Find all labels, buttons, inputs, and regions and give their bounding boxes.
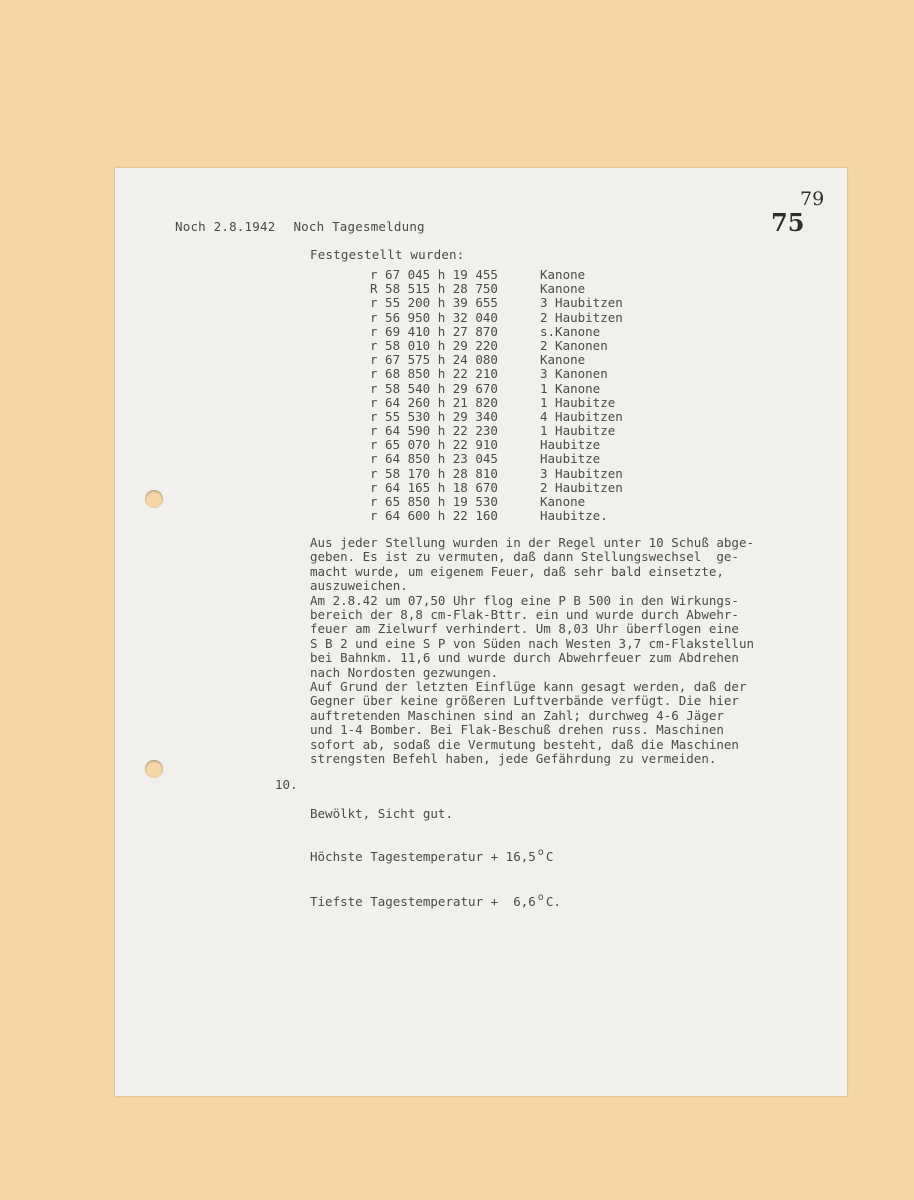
paragraph-line: macht wurde, um eigenem Feuer, daß sehr bald einsetzte, [310,563,724,579]
position-weapon: s.Kanone [540,323,601,339]
min-temp-line [310,892,561,911]
section-number: 10. [275,777,298,792]
paragraph-line: nach Nordosten gezwungen. [310,664,499,680]
paragraph-line: geben. Es ist zu vermuten, daß dann Stellungswechsel ge- [310,549,739,565]
position-coordinates: r 65 850 h 19 530 [370,494,498,509]
paragraph-line: sofort ab, sodaß die Vermutung besteht, daß die Maschinen [310,736,739,752]
header-date: Noch 2.8.1942 [175,219,276,234]
position-coordinates: r 67 045 h 19 455 [370,267,498,282]
max-temp-label: Höchste Tagestemperatur + 16,5 [310,849,536,865]
position-weapon: Haubitze. [540,508,608,524]
paragraph-line: Aus jeder Stellung wurden in der Regel unter 10 Schuß abge- [310,535,755,550]
min-temp-unit: C. [545,894,561,910]
paragraph-line: bereich der 8,8 cm-Flak-Bttr. ein und wurde durch Abwehr- [310,607,739,623]
position-weapon: 1 Haubitze [540,423,616,439]
paragraph-line: S B 2 und eine S P von Süden nach Westen 3,7 cm-Flakstellun [310,635,755,651]
paragraph-line: und 1-4 Bomber. Bei Flak-Beschuß drehen russ. Maschinen [310,722,724,738]
position-coordinates: r 64 590 h 22 230 [370,423,498,439]
position-coordinates: r 65 070 h 22 910 [370,437,498,453]
position-row [370,481,670,495]
position-coordinates: r 64 600 h 22 160 [370,508,498,524]
header-subject: Noch Tagesmeldung [293,219,425,234]
position-weapon: Kanone [540,281,586,297]
position-row [370,396,670,410]
position-coordinates: r 58 010 h 29 220 [370,337,498,353]
position-coordinates: r 68 850 h 22 210 [370,366,498,382]
position-weapon: 2 Kanonen [540,337,608,353]
position-row [370,339,670,353]
paragraph-line: Auf Grund der letzten Einflüge kann gesagt werden, daß der [310,679,747,695]
position-coordinates: r 67 575 h 24 080 [370,352,498,368]
position-weapon: Kanone [540,494,586,509]
position-coordinates: r 64 260 h 21 820 [370,394,498,410]
paragraph-line: feuer am Zielwurf verhindert. Um 8,03 Uhr überflogen eine [310,621,739,637]
position-weapon: Haubitze [540,437,601,453]
position-coordinates: r 64 165 h 18 670 [370,479,498,495]
position-weapon: Kanone [540,267,586,282]
document-page [115,168,847,1096]
paragraph-line: Gegner über keine größeren Luftverbände verfügt. Die hier [310,693,739,709]
position-weapon: 2 Haubitzen [540,479,623,495]
position-coordinates: r 58 170 h 28 810 [370,465,498,481]
weather-line: Bewölkt, Sicht gut. [310,805,453,821]
punch-hole-bottom [145,760,163,778]
position-coordinates: r 55 200 h 39 655 [370,295,498,311]
position-row [370,296,670,310]
degree-symbol: o [537,892,544,904]
position-weapon: Kanone [540,352,586,368]
position-row [370,367,670,381]
report-paragraphs [310,536,830,767]
position-coordinates: r 56 950 h 32 040 [370,309,498,325]
max-temp-unit: C [545,849,554,865]
position-coordinates: r 58 540 h 29 670 [370,380,498,396]
position-row [370,311,670,325]
page-number-main: 75 [771,208,805,237]
position-row [370,325,670,339]
position-weapon: 3 Kanonen [540,366,608,382]
position-coordinates: r 64 850 h 23 045 [370,451,498,467]
position-row [370,282,670,296]
position-row [370,509,670,523]
position-weapon: 2 Haubitzen [540,309,623,325]
degree-symbol: o [537,847,544,859]
position-weapon: 1 Kanone [540,380,601,396]
position-row [370,424,670,438]
position-row [370,452,670,466]
position-row [370,467,670,481]
position-row [370,353,670,367]
intro-line: Festgestellt wurden: [310,247,465,262]
punch-hole-top [145,490,163,508]
position-coordinates: R 58 515 h 28 750 [370,281,498,297]
position-weapon: 4 Haubitzen [540,408,623,424]
position-row [370,438,670,452]
position-row [370,382,670,396]
paragraph-line: Am 2.8.42 um 07,50 Uhr flog eine P B 500 in den Wirkungs- [310,592,739,608]
position-row [370,410,670,424]
paragraph-line: auszuweichen. [310,578,408,594]
position-row [370,268,670,282]
paragraph-line: bei Bahnkm. 11,6 und wurde durch Abwehrfeuer zum Abdrehen [310,650,739,666]
position-coordinates: r 55 530 h 29 340 [370,408,498,424]
position-weapon: 3 Haubitzen [540,295,623,311]
position-weapon: 1 Haubitze [540,394,616,410]
paragraph-line: auftretenden Maschinen sind an Zahl; durchweg 4-6 Jäger [310,707,724,723]
max-temp-line [310,847,561,866]
position-weapon: Haubitze [540,451,601,467]
positions-table [370,268,670,523]
page-number-top: 79 [800,188,825,210]
min-temp-label: Tiefste Tagestemperatur + 6,6 [310,894,536,910]
position-row [370,495,670,509]
paragraph-line: strengsten Befehl haben, jede Gefährdung zu vermeiden. [310,751,717,767]
header-line [175,220,425,234]
position-weapon: 3 Haubitzen [540,465,623,481]
position-coordinates: r 69 410 h 27 870 [370,323,498,339]
